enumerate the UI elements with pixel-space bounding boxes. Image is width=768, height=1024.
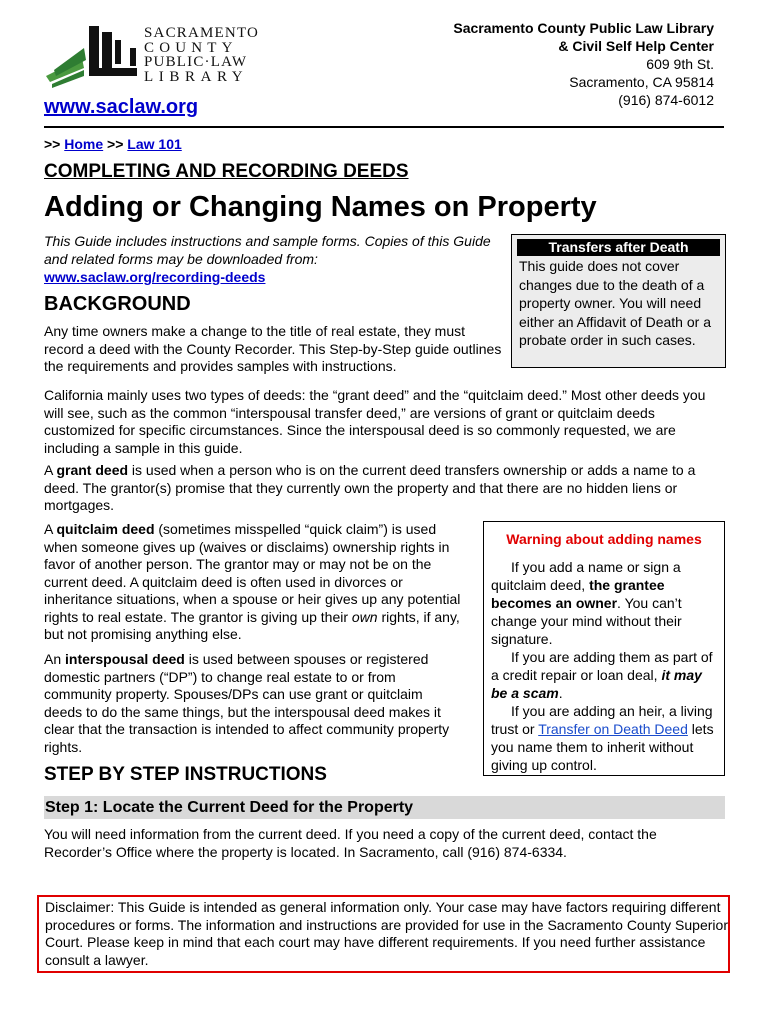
text-run: If you are adding an heir, a living trust or [491,703,713,737]
step-1-body: You will need information from the current deed. If you need a copy of the current deed, contact the Recorder’s Office where the property is located. In Sacramento, call (916) 874-6334. [44,826,657,860]
steps-heading: STEP BY STEP INSTRUCTIONS [44,764,327,785]
grant-deed-paragraph [44,462,734,515]
disclaimer-box: Disclaimer: This Guide is intended as general information only. Your case may have factors requiring different procedures or forms. The information and instructions are provided for use in the Sacramento County Superior Court. Please keep in mind that each court may have different requirements. If you need further assistance consult a lawyer. [37,895,730,973]
intro-sentence: This Guide includes instructions and sample forms. Copies of this Guide and related forms may be downloaded from: [44,233,491,267]
quitclaim-deed-paragraph [44,521,470,644]
text-run: rights, if any, but not promising anything else. [44,608,460,642]
text-run: is used when a person who is on the current deed transfers ownership or adds a name to a deed. The grantor(s) promise that they currently own the property and that there are no hidden liens or mortgages. [44,462,696,513]
text-run: (sometimes misspelled “quick claim”) is used when someone gives up (waives or disclaims) ownership rights in favor of another person. The grantor may or may not be on the current deed. A quitclaim deed is often used in divorces or inheritance situations, when a spouse or heir gives up any potential rights to real estate. The grantor is giving up their [44,521,461,625]
background-paragraph-1: Any time owners make a change to the title of real estate, they must record a deed with the County Recorder. This Step-by-Step guide outlines the requirements and provides samples with instructions. [44,323,502,374]
transfers-after-death-box [511,234,726,368]
breadcrumb-separator: >> [103,136,128,152]
text-run: If you add a name or sign a quitclaim deed, [491,559,681,593]
text-run: A [44,462,57,478]
library-address [453,19,714,109]
website-link[interactable]: www.saclaw.org [44,96,199,118]
breadcrumb-home-link[interactable]: Home [64,136,104,152]
org-subname: & Civil Self Help Center [558,38,714,54]
warning-paragraph [491,558,718,648]
term-interspousal-deed: interspousal deed [65,651,185,667]
header-divider [44,126,724,128]
breadcrumb [44,136,182,152]
warning-paragraph [491,648,718,702]
logo-line: SACRAMENTO [144,25,260,41]
breadcrumb-separator: >> [44,136,65,152]
text-run: If you are adding them as part of a credit repair or loan deal, [491,649,713,683]
transfer-on-death-deed-link[interactable]: Transfer on Death Deed [538,721,688,737]
org-name: Sacramento County Public Law Library [453,20,714,36]
emphasis-own: own [351,608,378,625]
logo-line: PUBLIC·LAW [144,54,248,70]
street-address: 609 9th St. [646,56,714,72]
download-link[interactable]: www.saclaw.org/recording-deeds [44,269,266,285]
interspousal-deed-paragraph [44,651,464,756]
breadcrumb-law101-link[interactable]: Law 101 [127,136,182,152]
text-run: An [44,651,66,667]
text-run: lets you name them to inherit without giving up control. [491,721,714,773]
warning-box-body [484,547,724,774]
step-1-title: Step 1: Locate the Current Deed for the Property [45,799,414,816]
text-run: . You can’t change your mind without their signature. [491,595,682,647]
city-address: Sacramento, CA 95814 [569,74,714,90]
transfers-box-body: This guide does not cover changes due to the death of a property owner. You will need either an Affidavit of Death or a probate order in such cases. [519,258,711,348]
text-run: is used between spouses or registered domestic partners (“DP”) to change real estate to or from community property. Spouses/DPs can use grant or quitclaim deeds to do the same things, but the interspousal deed makes it clear that the transaction is intended to affect community property rights. [44,651,450,755]
library-logo [44,18,260,88]
step-1-header [44,796,725,819]
logo-line: COUNTY [144,39,238,56]
term-quitclaim-deed: quitclaim deed [56,521,155,537]
transfers-box-heading: Transfers after Death [517,239,720,256]
page-title: Adding or Changing Names on Property [44,191,597,223]
text-run: . [558,685,563,701]
logo-wordmark [144,26,259,84]
background-heading: BACKGROUND [44,293,191,315]
book-logo-icon [44,18,139,88]
background-paragraph-2: California mainly uses two types of deeds: the “grant deed” and the “quitclaim deed.” Most other deeds you will see, such as the common “interspousal transfer deed,” are versions of grant or quitclaim deeds customized for specific circumstances. Since the interspousal deed is so commonly requested, we are including a sample in this guide. [44,387,706,456]
warning-bold-text: the grantee becomes an owner [491,577,665,611]
logo-line: LIBRARY [144,68,249,85]
warning-box [483,521,725,776]
warning-box-heading: Warning about adding names [506,531,702,547]
text-run: A [44,521,57,537]
section-kicker: COMPLETING AND RECORDING DEEDS [44,161,409,182]
phone-number: (916) 874-6012 [618,92,714,108]
warning-paragraph [491,702,718,774]
term-grant-deed: grant deed [56,462,129,478]
scam-warning-text: it may be a scam [491,667,702,701]
intro-text [44,232,494,286]
